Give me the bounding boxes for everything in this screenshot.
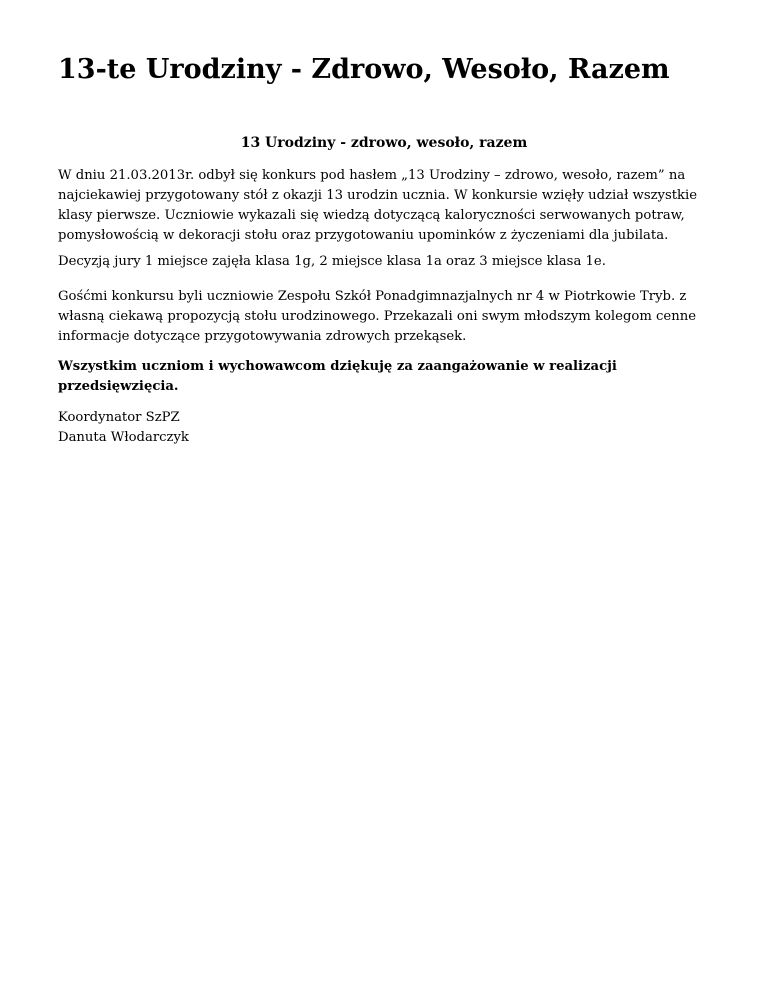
signature-block [58,408,698,448]
paragraph-jury-results: Decyzją jury 1 miejsce zajęła klasa 1g, 2 miejsce klasa 1a oraz 3 miejsce klasa 1e. [58,254,606,269]
article-subtitle: 13 Urodziny - zdrowo, wesoło, razem [240,135,528,151]
paragraph-thanks: Wszystkim uczniom i wychowawcom dziękuję za zaangażowanie w realizacji przedsięwzięcia. [58,359,617,394]
paragraph-guests: Gośćmi konkursu byli uczniowie Zespołu Szkół Ponadgimnazjalnych nr 4 w Piotrkowie Tryb. z własną ciekawą propozycją stołu urodzinowego. Przekazali oni swym młodszym kolegom cenne informacje dotyczące przygotowywania zdrowych przekąsek. [58,289,697,344]
paragraph-contest-description: W dniu 21.03.2013r. odbył się konkurs pod hasłem „13 Urodziny – zdrowo, wesoło, razem” na najciekawiej przygotowany stół z okazji 13 urodzin ucznia. W konkursie wzięły udział wszystkie klasy pierwsze. Uczniowie wykazali się wiedzą dotyczącą kaloryczności serwowanych potraw, pomysłowością w dekoracji stołu oraz przygotowaniu upominków z życzeniami dla jubilata. [58,168,698,243]
page-title: 13-te Urodziny - Zdrowo, Wesoło, Razem [58,54,670,85]
signature-name: Danuta Włodarczyk [58,430,189,445]
signature-role: Koordynator SzPZ [58,410,180,425]
